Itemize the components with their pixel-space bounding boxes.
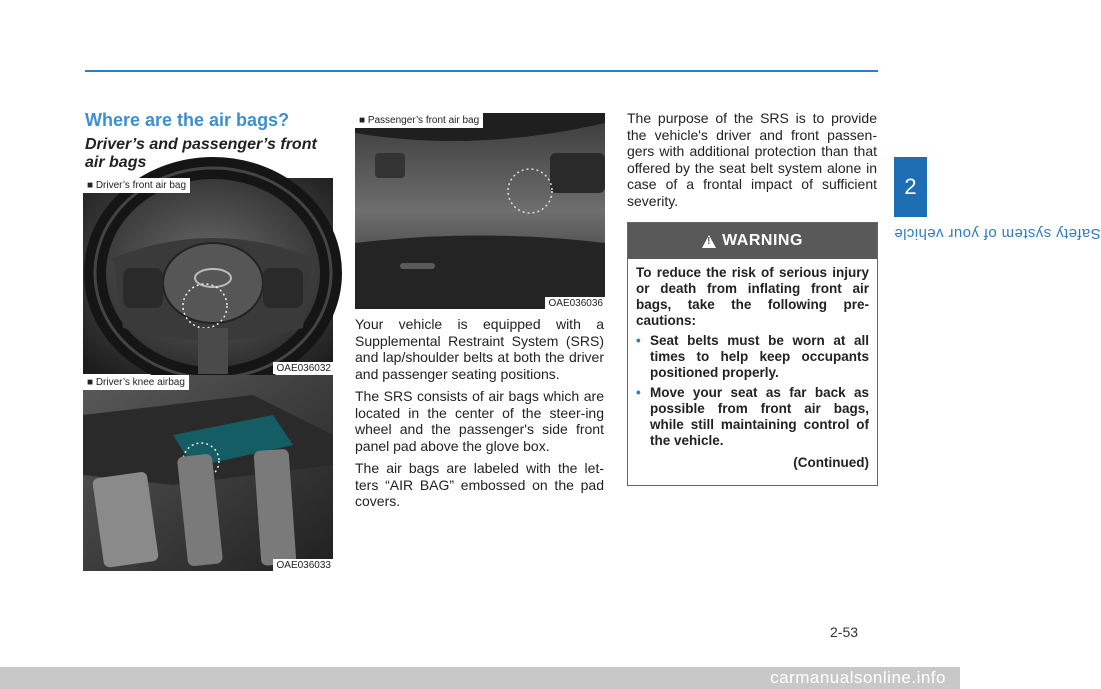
figure-label: ■ Driver’s knee airbag — [83, 375, 189, 390]
figure-code: OAE036032 — [273, 362, 334, 374]
warning-bullet — [636, 385, 869, 449]
top-rule — [85, 70, 878, 72]
paragraph: The purpose of the SRS is to provide the vehicle's driver and front passen-gers with additional protection than that offered by the seat belt system alone in case of a frontal impact of sufficient severity. — [627, 110, 877, 209]
warning-bullet-text: Move your seat as far back as possible from front air bags, while still maintaining control of the vehicle. — [650, 385, 869, 448]
warning-triangle-icon — [702, 235, 716, 248]
bullet-icon: • — [636, 333, 641, 348]
watermark-text: carmanualsonline.info — [770, 668, 946, 687]
page-number: 2-53 — [830, 624, 859, 640]
chapter-side-label — [894, 225, 1101, 425]
warning-bullet — [636, 333, 869, 381]
right-column-text — [627, 110, 877, 215]
figure-label: ■ Passenger’s front air bag — [355, 113, 483, 128]
figure-code: OAE036033 — [273, 559, 334, 571]
paragraph: The SRS consists of air bags which are located in the center of the steer-ing wheel and the passenger's side front panel pad above the glove box. — [355, 388, 604, 454]
warning-bullet-text: Seat belts must be worn at all times to help keep occupants positioned properly. — [650, 333, 869, 380]
figure-label: ■ Driver’s front air bag — [83, 178, 190, 193]
steering-wheel-illustration — [83, 178, 333, 374]
figure-driver-knee-airbag — [83, 375, 333, 571]
bullet-icon: • — [636, 385, 641, 400]
warning-box — [627, 222, 878, 486]
dashboard-illustration — [355, 113, 605, 309]
paragraph: Your vehicle is equipped with a Supplemental Restraint System (SRS) and lap/shoulder belts at both the driver and passenger seating positions. — [355, 316, 604, 382]
figure-passenger-front-airbag — [355, 113, 605, 309]
warning-intro: To reduce the risk of serious injury or death from inflating front air bags, take the following pre-cautions: — [636, 265, 869, 328]
middle-column-text — [355, 316, 604, 516]
paragraph: The air bags are labeled with the let-ters “AIR BAG” embossed on the pad covers. — [355, 460, 604, 509]
chapter-tab — [894, 157, 927, 217]
warning-continued: (Continued) — [793, 455, 869, 470]
watermark-bar — [0, 667, 960, 689]
warning-title: WARNING — [722, 232, 803, 249]
warning-body — [628, 259, 877, 471]
warning-header — [628, 223, 877, 259]
figure-code: OAE036036 — [545, 297, 606, 309]
chapter-number: 2 — [904, 174, 917, 199]
figure-driver-front-airbag — [83, 178, 333, 374]
section-subheading: Driver’s and passenger’s front air bags — [85, 136, 317, 171]
section-heading: Where are the air bags? — [85, 110, 290, 130]
chapter-title: Safety system of your vehicle — [894, 225, 1101, 242]
knee-airbag-illustration — [83, 375, 333, 571]
